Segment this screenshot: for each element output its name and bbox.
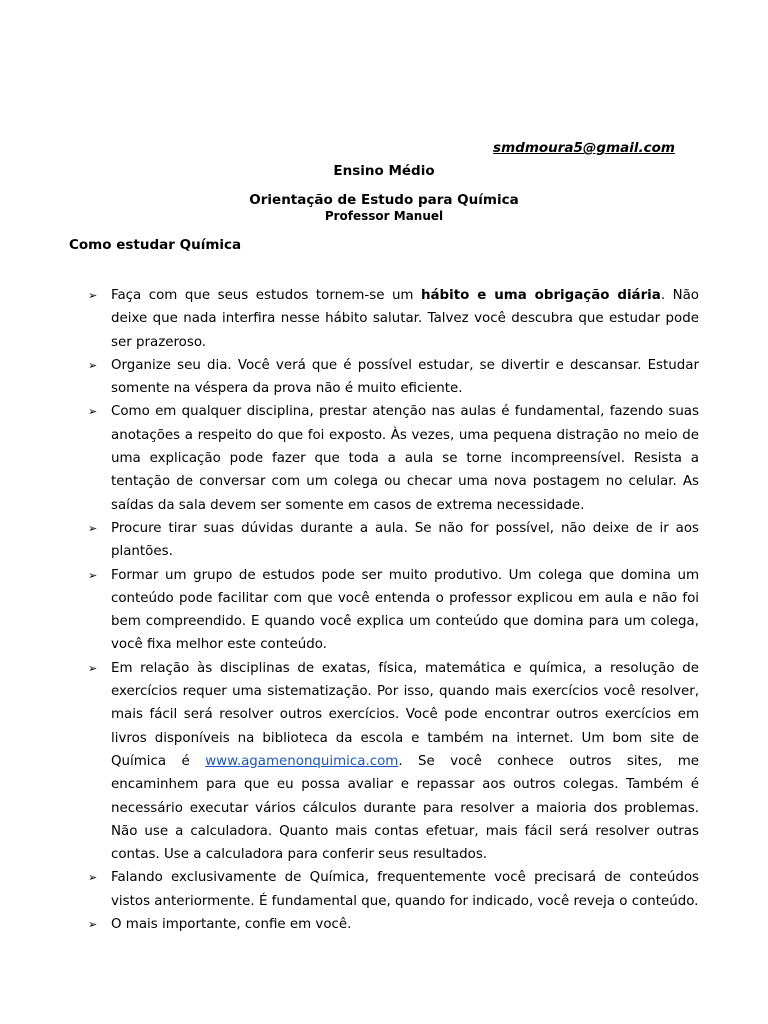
study-tips-list: [88, 284, 699, 936]
item-text: . Não deixe que nada interfira nesse hábito salutar. Talvez você descubra que estudar pode ser prazeroso.: [111, 288, 699, 350]
author-email[interactable]: smdmoura5@gmail.com: [493, 140, 675, 156]
item-text: Organize seu dia. Você verá que é possível estudar, se divertir e descansar. Estudar somente na véspera da prova não é muito eficiente.: [111, 357, 699, 397]
list-item: [88, 657, 699, 867]
item-text: Em relação às disciplinas de exatas, física, matemática e química, a resolução de exercícios requer uma sistematização. Por isso, quando mais exercícios você resolver, mais fácil será resolver outros exercícios. Você pode encontrar outros exercícios em livros disponíveis na biblioteca da escola e também na internet. Um bom site de Química é: [111, 660, 699, 769]
item-text: Procure tirar suas dúvidas durante a aula. Se não for possível, não deixe de ir aos plantões.: [111, 520, 699, 560]
arrow-bullet-icon: ➢: [88, 568, 98, 582]
item-text: Como em qualquer disciplina, prestar atenção nas aulas é fundamental, fazendo suas anotações a respeito do que foi exposto. Às vezes, uma pequena distração no meio de uma explicação pode fazer que toda a aula se torne incompreensível. Resista a tentação de conversar com um colega ou checar uma nova postagem no celular. As saídas da sala devem ser somente em casos de extrema necessidade.: [111, 404, 699, 513]
document-title: Orientação de Estudo para Química: [249, 192, 519, 208]
section-heading: Como estudar Química: [69, 237, 242, 253]
arrow-bullet-icon: ➢: [88, 358, 98, 372]
arrow-bullet-icon: ➢: [88, 289, 98, 302]
site-link[interactable]: www.agamenonquimica.com: [205, 753, 399, 769]
professor-name: Professor Manuel: [324, 209, 444, 223]
item-emphasis: hábito e uma obrigação diária: [420, 288, 661, 303]
list-item: [88, 564, 699, 657]
item-text: Faça com que seus estudos tornem-se um: [111, 288, 421, 303]
list-item: [88, 517, 699, 564]
item-text: O mais importante, confie em você.: [111, 917, 352, 933]
item-text: . Se você conhece outros sites, me encaminhem para que eu possa avaliar e repassar aos outros colegas. Também é necessário executar vários cálculos durante para resolver a maioria dos problemas. Não use a calculadora. Quanto mais contas efetuar, mais fácil será resolver outras contas. Use a calculadora para conferir seus resultados.: [111, 753, 699, 863]
list-item: [88, 913, 699, 936]
item-text: Falando exclusivamente de Química, frequentemente você precisará de conteúdos vistos anteriormente. É fundamental que, quando for indicado, você reveja o conteúdo.: [111, 870, 699, 909]
arrow-bullet-icon: ➢: [88, 918, 98, 932]
education-level: Ensino Médio: [333, 163, 435, 179]
arrow-bullet-icon: ➢: [88, 405, 98, 419]
list-item: [88, 284, 699, 354]
list-item: [88, 354, 699, 401]
item-text: Formar um grupo de estudos pode ser muito produtivo. Um colega que domina um conteúdo pode facilitar com que você entenda o professor explicou em aula e não foi bem compreendido. E quando você explica um conteúdo que domina para um colega, você fixa melhor este conteúdo.: [111, 567, 699, 653]
arrow-bullet-icon: ➢: [88, 521, 98, 535]
list-item: [88, 400, 699, 516]
arrow-bullet-icon: ➢: [88, 661, 98, 675]
arrow-bullet-icon: ➢: [88, 871, 98, 885]
list-item: [88, 866, 699, 913]
